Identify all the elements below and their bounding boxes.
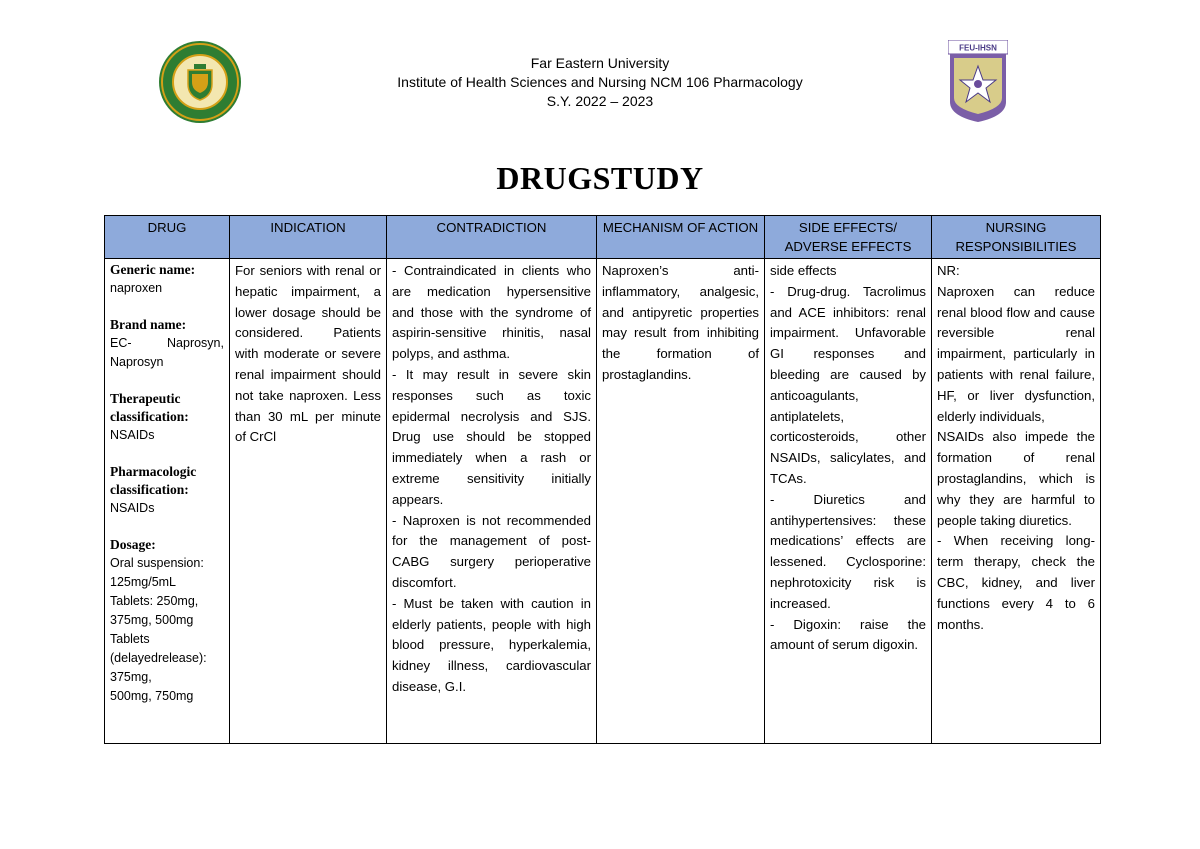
- dosage-line: Tablets: [110, 632, 150, 646]
- nursing-item: NSAIDs also impede the formation of renal prostaglandins, which is why they are harmful to people taking diuretics.: [937, 429, 1095, 528]
- dosage-line: (delayedrelease):: [110, 651, 207, 665]
- side-effect-item: - Diuretics and antihypertensives: these medications’ effects are lessened. Cyclosporine: nephrotoxicity risk is increased.: [770, 491, 926, 611]
- header-indication: INDICATION: [230, 216, 387, 259]
- header-side-effects: SIDE EFFECTS/ ADVERSE EFFECTS: [765, 216, 932, 259]
- dosage-line: Tablets: 250mg,: [110, 594, 199, 608]
- brand-name-label: Brand name:: [110, 317, 187, 332]
- dosage-line: 375mg, 500mg: [110, 613, 194, 627]
- generic-name-value: naproxen: [110, 281, 163, 295]
- side-effect-item: side effects: [770, 263, 837, 278]
- header-nursing: NURSING RESPONSIBILITIES: [932, 216, 1101, 259]
- table-header-row: [105, 216, 1101, 259]
- nursing-item: - When receiving long-term therapy, check the CBC, kidney, and liver functions every 4 to 6 months.: [937, 533, 1095, 632]
- generic-name-label: Generic name:: [110, 262, 196, 277]
- brand-name-value: EC- Naprosyn, Naprosyn: [110, 336, 224, 369]
- dosage-line: 500mg, 750mg: [110, 689, 194, 703]
- side-effect-item: - Digoxin: raise the amount of serum digoxin.: [770, 616, 926, 653]
- contradiction-item: - Must be taken with caution in elderly patients, people with high blood pressure, hyperkalemia, kidney illness, cardiovascular disease, G.I.: [392, 595, 591, 694]
- svg-text:FEU-IHSN: FEU-IHSN: [959, 43, 997, 53]
- contradiction-item: - Naproxen is not recommended for the management of post-CABG surgery perioperative discomfort.: [392, 512, 591, 590]
- table-row: [105, 259, 1101, 744]
- header-drug: DRUG: [105, 216, 230, 259]
- pharmacologic-label: Pharmacologic classification:: [110, 464, 197, 497]
- header-mechanism: MECHANISM OF ACTION: [597, 216, 765, 259]
- document-header: [300, 54, 900, 111]
- therapeutic-value: NSAIDs: [110, 428, 155, 442]
- dosage-label: Dosage:: [110, 537, 156, 552]
- institute-crest-icon: [948, 40, 1008, 124]
- nursing-item: Naproxen can reduce renal blood flow and cause reversible renal impairment, particularly in patients with renal failure, HF, or liver dysfunction, elderly individuals,: [937, 283, 1095, 424]
- institute-course: Institute of Health Sciences and Nursing NCM 106 Pharmacology: [397, 74, 803, 90]
- dosage-line: 375mg,: [110, 670, 152, 684]
- indication-cell: For seniors with renal or hepatic impairment, a lower dosage should be considered. Patients with moderate or severe renal impairment should not take naproxen. Less than 30 mL per minute of CrCl: [230, 259, 387, 744]
- nursing-item: NR:: [937, 263, 960, 278]
- contradiction-item: - Contraindicated in clients who are medication hypersensitive and those with the syndrome of aspirin-sensitive rhinitis, nasal polyps, and asthma.: [392, 263, 591, 362]
- header-contradiction: CONTRADICTION: [387, 216, 597, 259]
- dosage-line: 125mg/5mL: [110, 575, 177, 589]
- drug-study-table: [104, 215, 1101, 744]
- therapeutic-label: Therapeutic classification:: [110, 391, 189, 424]
- dosage-line: Oral suspension:: [110, 556, 204, 570]
- page-title: DRUGSTUDY: [496, 160, 704, 196]
- mechanism-cell: Naproxen’s anti-inflammatory, analgesic, and antipyretic properties may result from inhibiting the formation of prostaglandins.: [597, 259, 765, 744]
- contradiction-cell: [387, 259, 597, 744]
- pharmacologic-value: NSAIDs: [110, 501, 155, 515]
- nursing-cell: [932, 259, 1101, 744]
- university-seal-icon: [158, 40, 242, 124]
- drug-cell: [105, 259, 230, 744]
- side-effect-item: - Drug-drug. Tacrolimus and ACE inhibitors: renal impairment. Unfavorable GI responses and bleeding are caused by anticoagulants, antiplatelets, corticosteroids, other NSAIDs, salicylates, and TCAs.: [770, 283, 926, 486]
- university-name: Far Eastern University: [530, 55, 670, 71]
- side-effects-cell: [765, 259, 932, 744]
- contradiction-item: - It may result in severe skin responses such as toxic epidermal necrolysis and SJS. Drug use should be stopped immediately when a rash or extreme sensitivity initially appears.: [392, 366, 591, 507]
- school-year: S.Y. 2022 – 2023: [546, 93, 654, 109]
